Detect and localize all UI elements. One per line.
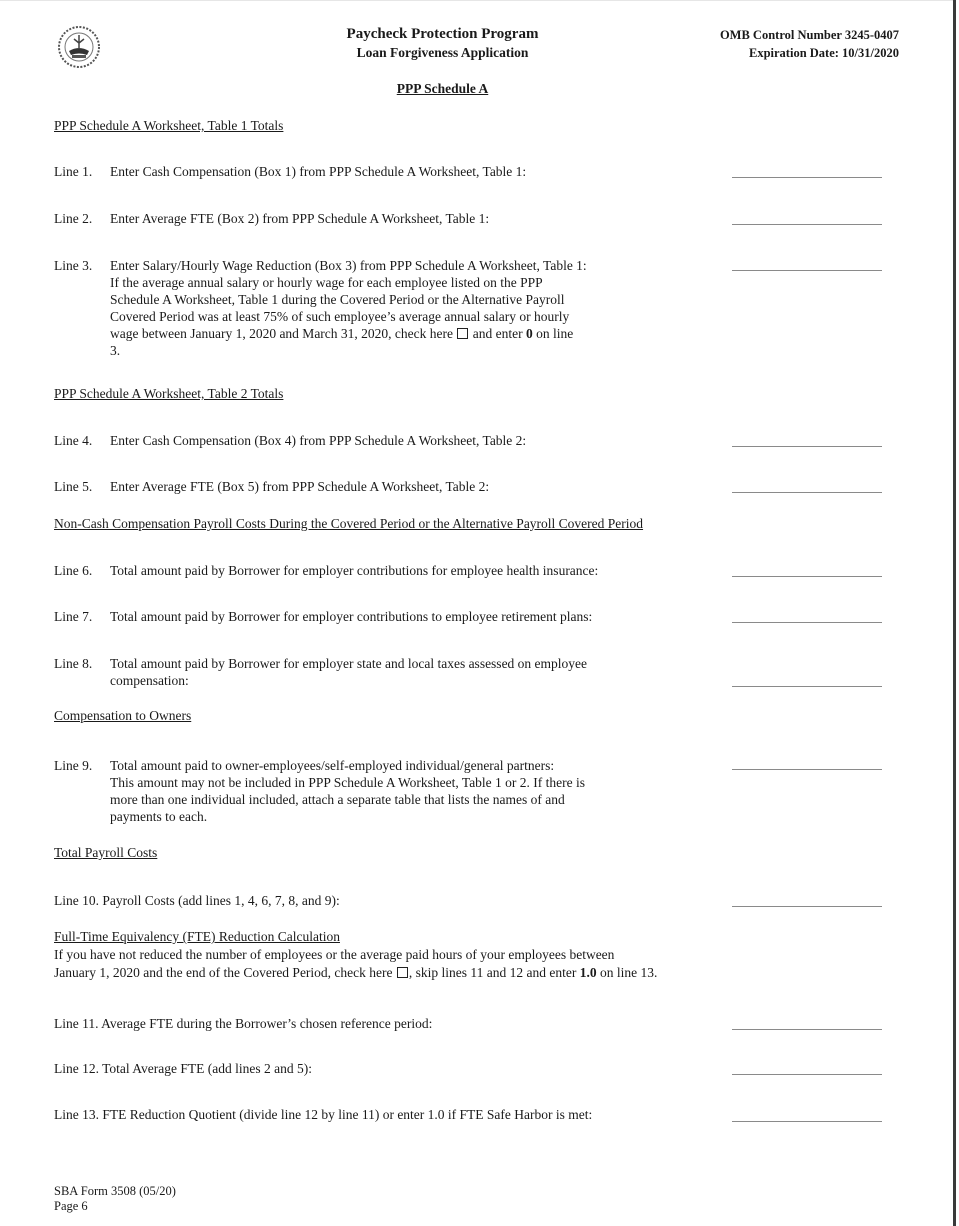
line-3-note-2: Schedule A Worksheet, Table 1 during the Covered Period or the Alternative Payroll (110, 292, 565, 307)
form-number: SBA Form 3508 (05/20) (54, 1184, 176, 1198)
line-9 (54, 757, 554, 774)
line-3-checkbox[interactable] (457, 328, 468, 339)
line-text: Total amount paid by Borrower for employer contributions to employee retirement plans: (110, 609, 593, 624)
line-number: Line 2. (54, 211, 93, 226)
page-right-edge (953, 0, 956, 1226)
fte-note-text: , skip lines 11 and 12 and enter (408, 965, 577, 980)
section-noncash-compensation: Non-Cash Compensation Payroll Costs During the Covered Period or the Alternative Payroll Covered Period (54, 516, 644, 531)
line-8 (54, 655, 587, 672)
page-number: Page 6 (54, 1199, 88, 1213)
line-13-input[interactable] (732, 1121, 882, 1122)
line-number: Line 5. (54, 479, 93, 494)
fte-note-1: If you have not reduced the number of employees or the average paid hours of your employees between (54, 947, 615, 962)
line-9-note-3: payments to each. (110, 809, 208, 824)
line-9-note-2: more than one individual included, attach a separate table that lists the names of and (110, 792, 565, 807)
line-number: Line 6. (54, 563, 93, 578)
line-11-input[interactable] (732, 1029, 882, 1030)
fte-one-value: 1.0 (579, 965, 597, 980)
line-3-note-text: wage between January 1, 2020 and March 31, 2020, check here (110, 326, 453, 341)
section-fte-reduction: Full-Time Equivalency (FTE) Reduction Calculation (54, 929, 340, 944)
section-table1-totals: PPP Schedule A Worksheet, Table 1 Totals (54, 118, 284, 133)
line-10-input[interactable] (732, 906, 882, 907)
line-8-continued: compensation: (110, 673, 189, 688)
line-1-input[interactable] (732, 177, 882, 178)
line-text: Enter Average FTE (Box 5) from PPP Schedule A Worksheet, Table 2: (110, 479, 490, 494)
line-8-input[interactable] (732, 686, 882, 687)
line-4-input[interactable] (732, 446, 882, 447)
line-2 (54, 210, 489, 227)
line-5-input[interactable] (732, 492, 882, 493)
line-13: Line 13. FTE Reduction Quotient (divide line 12 by line 11) or enter 1.0 if FTE Safe Harbor is met: (54, 1107, 593, 1122)
line-7 (54, 608, 592, 625)
section-compensation-owners: Compensation to Owners (54, 708, 192, 723)
line-3-note-3: Covered Period was at least 75% of such employee’s average annual salary or hourly (110, 309, 570, 324)
line-3-note-text: on line (536, 326, 574, 341)
line-text: Enter Salary/Hourly Wage Reduction (Box 3) from PPP Schedule A Worksheet, Table 1: (110, 258, 587, 273)
line-text: Enter Cash Compensation (Box 1) from PPP Schedule A Worksheet, Table 1: (110, 164, 527, 179)
fte-note-2 (54, 964, 657, 982)
line-11: Line 11. Average FTE during the Borrower’s chosen reference period: (54, 1016, 433, 1031)
line-6 (54, 562, 598, 579)
line-9-input[interactable] (732, 769, 882, 770)
line-text: Total amount paid to owner-employees/self-employed individual/general partners: (110, 758, 555, 773)
line-number: Line 8. (54, 656, 93, 671)
line-text: Enter Cash Compensation (Box 4) from PPP Schedule A Worksheet, Table 2: (110, 433, 527, 448)
line-3 (54, 257, 587, 274)
line-number: Line 7. (54, 609, 93, 624)
line-number: Line 4. (54, 433, 93, 448)
line-text: Total amount paid by Borrower for employer contributions for employee health insurance: (110, 563, 599, 578)
line-number: Line 1. (54, 164, 93, 179)
line-text: Total amount paid by Borrower for employer state and local taxes assessed on employee (110, 656, 588, 671)
line-number: Line 3. (54, 258, 93, 273)
line-1 (54, 163, 526, 180)
page-top-border (0, 0, 956, 1)
line-3-note-1: If the average annual salary or hourly wage for each employee listed on the PPP (110, 275, 543, 290)
line-7-input[interactable] (732, 622, 882, 623)
fte-note-text: on line 13. (599, 965, 658, 980)
line-9-note-1: This amount may not be included in PPP Schedule A Worksheet, Table 1 or 2. If there is (110, 775, 586, 790)
application-title: Loan Forgiveness Application (356, 45, 529, 60)
schedule-title: PPP Schedule A (396, 81, 489, 96)
section-total-payroll: Total Payroll Costs (54, 845, 158, 860)
line-6-input[interactable] (732, 576, 882, 577)
expiration-date: Expiration Date: 10/31/2020 (749, 46, 899, 60)
fte-note-text: January 1, 2020 and the end of the Covered Period, check here (54, 965, 393, 980)
line-4 (54, 432, 526, 449)
program-title: Paycheck Protection Program (346, 26, 539, 42)
line-3-note-4 (110, 325, 573, 342)
line-10: Line 10. Payroll Costs (add lines 1, 4, 6, 7, 8, and 9): (54, 893, 340, 908)
line-text: Enter Average FTE (Box 2) from PPP Schedule A Worksheet, Table 1: (110, 211, 490, 226)
line-3-input[interactable] (732, 270, 882, 271)
line-3-note-text: and enter (472, 326, 523, 341)
line-3-note-5: 3. (110, 343, 121, 358)
line-3-zero: 0 (525, 326, 533, 341)
fte-safe-harbor-checkbox[interactable] (397, 967, 408, 978)
line-2-input[interactable] (732, 224, 882, 225)
line-12-input[interactable] (732, 1074, 882, 1075)
omb-control-number: OMB Control Number 3245-0407 (719, 28, 899, 42)
line-5 (54, 478, 489, 495)
line-number: Line 9. (54, 758, 93, 773)
line-12: Line 12. Total Average FTE (add lines 2 and 5): (54, 1061, 312, 1076)
section-table2-totals: PPP Schedule A Worksheet, Table 2 Totals (54, 386, 284, 401)
